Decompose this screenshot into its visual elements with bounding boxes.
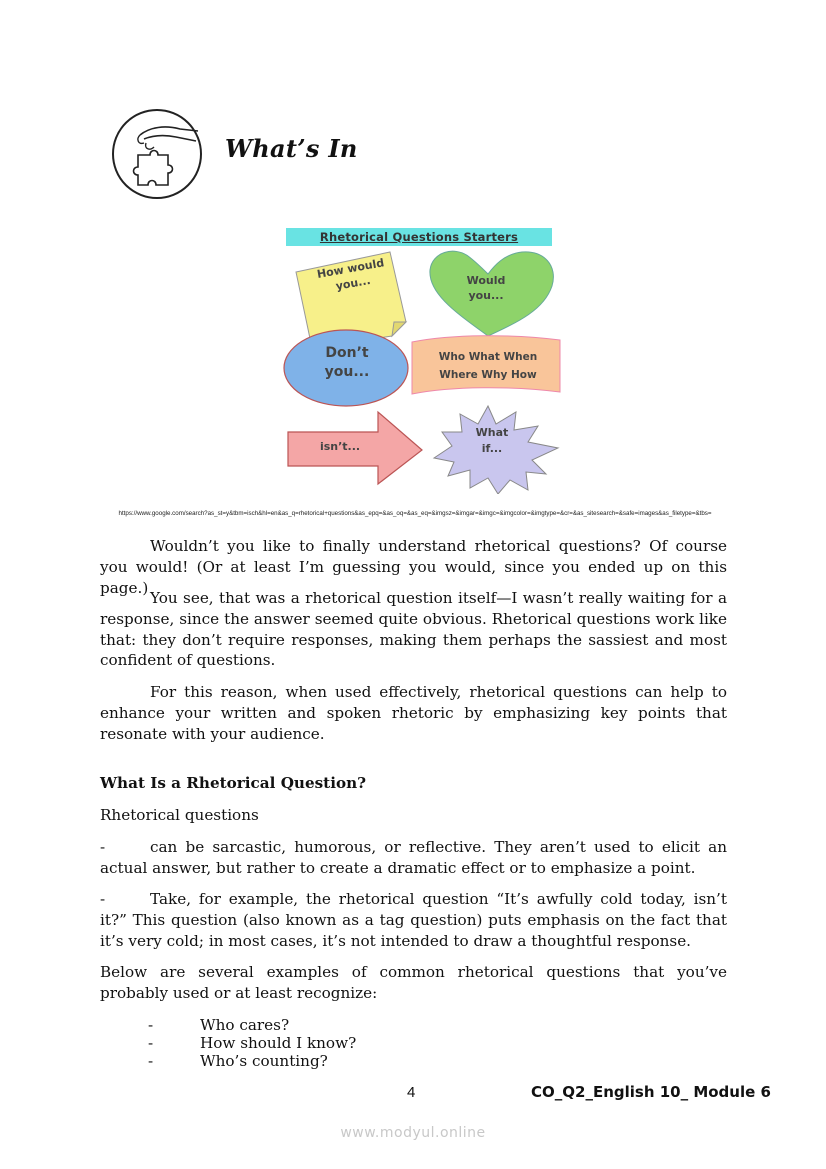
starburst-label-line2: if... <box>481 442 503 455</box>
arrow-label: isn’t... <box>319 440 361 453</box>
heart-label: Would you... <box>466 274 506 302</box>
rhetorical-starters-figure <box>282 222 564 494</box>
banner-label-line1: Who What When <box>438 351 538 363</box>
dash-marker: - <box>100 838 106 856</box>
list-item: - Who cares? <box>148 1016 290 1034</box>
circle-label: Don’t you... <box>324 345 370 380</box>
dash-marker: - <box>100 890 106 908</box>
page-number: 4 <box>407 1084 416 1101</box>
intro-line: Rhetorical questions <box>100 806 259 824</box>
paragraph-3: For this reason, when used effectively, rhetorical questions can help to enhance your written and spoken rhetoric by emphasizing key points that resonate with your audience. <box>100 683 727 743</box>
section-heading: What Is a Rhetorical Question? <box>100 774 367 792</box>
list-item: - How should I know? <box>148 1034 357 1052</box>
list-item: - Who’s counting? <box>148 1052 328 1070</box>
hand-puzzle-icon <box>110 107 205 202</box>
module-code: CO_Q2_English 10_ Module 6 <box>531 1083 771 1101</box>
paragraph-4: Below are several examples of common rhetorical questions that you’ve probably used or at least recognize: <box>100 963 727 1002</box>
dash-item-text: can be sarcastic, humorous, or reflective. They aren’t used to elicit an actual answer, but rather to create a dramatic effect or to emphasize a point. <box>100 838 727 877</box>
dash-item-1 <box>100 837 727 879</box>
figure-title: Rhetorical Questions Starters <box>319 230 519 244</box>
paragraph-2: You see, that was a rhetorical question itself—I wasn’t really waiting for a response, since the answer seemed quite obvious. Rhetorical questions work like that: they don’t require responses, making them perhaps the sassiest and most confident of questions. <box>100 589 727 670</box>
sticky-note-label: How would you... <box>315 256 386 293</box>
examples-list <box>148 1016 356 1070</box>
image-source-url: https://www.google.com/search?as_st=y&tbm=isch&hl=en&as_q=rhetorical+questions&as_epq=&as_oq=&as_eq=&imgsz=&imgar=&imgc=&imgcolor=&imgtype=&cr=&as_sitesearch=&safe=images&as_filetype=&tbs= <box>118 510 712 517</box>
section-title: What’s In <box>225 134 358 163</box>
banner-label-line2: Where Why How <box>439 369 537 381</box>
dash-item-text: Take, for example, the rhetorical question “It’s awfully cold today, isn’t it?” This question (also known as a tag question) puts emphasis on the fact that it’s very cold; in most cases, it’s not intended to draw a thoughtful response. <box>100 890 727 950</box>
dash-item-2 <box>100 889 727 951</box>
starburst-label-line1: What <box>475 426 509 439</box>
watermark: www.modyul.online <box>340 1125 486 1141</box>
paragraph-1: Wouldn’t you like to finally understand rhetorical questions? Of course you would! (Or at least I’m guessing you would, since you ended up on this page.) <box>100 537 727 597</box>
